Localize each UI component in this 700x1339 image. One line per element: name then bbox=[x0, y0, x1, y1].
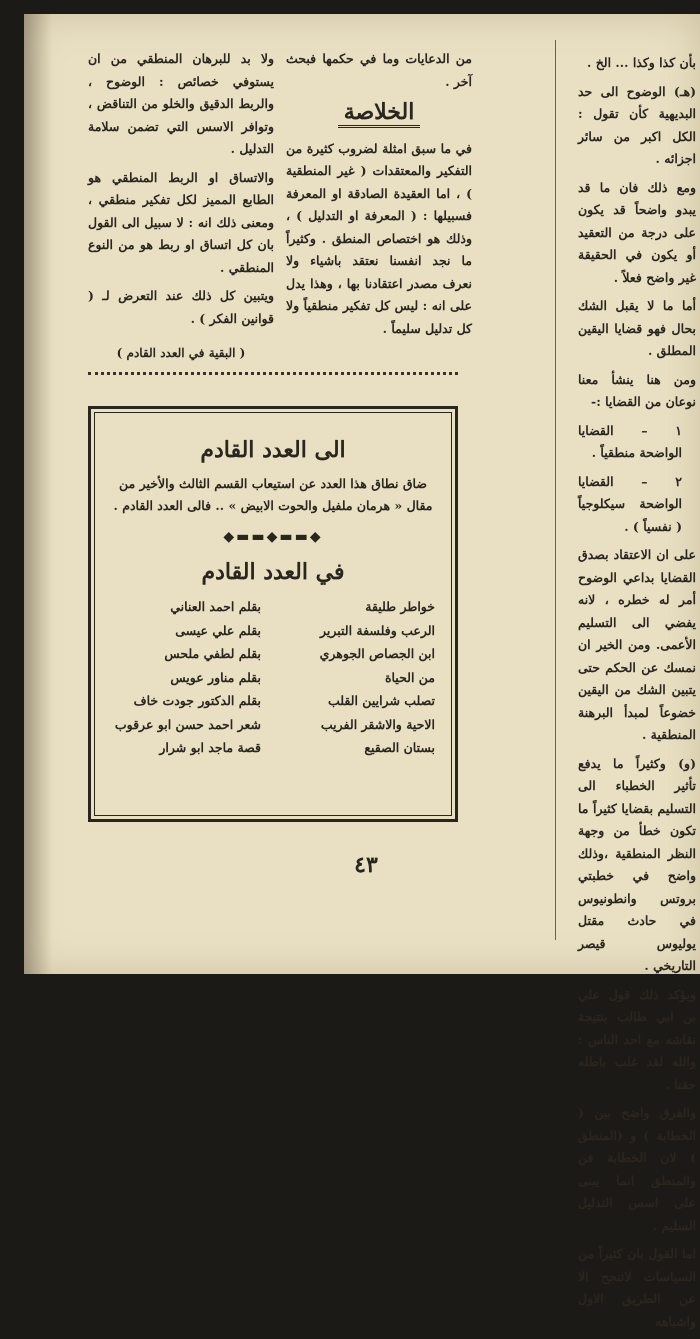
paragraph: اما القول بان كثيراً من السياسات لاتنجح الا عن الطريق الاول واشباهه bbox=[578, 1246, 696, 1329]
article-title: الاحية والاشقر الفريب bbox=[320, 716, 435, 732]
paragraph: والفرق واضح بين ( الخطابة ) و (المنطق ) لان الخطابة فن والمنطق انما يبنى على اسس التدليل السليم . bbox=[578, 1105, 696, 1233]
article-author: بقلم علي عيسى bbox=[175, 622, 261, 638]
list-item bbox=[111, 619, 435, 643]
article-author: بقلم الدكتور جودت خاف bbox=[133, 693, 261, 708]
list-item: ١ – القضايا الواضحة منطقياً . bbox=[578, 422, 682, 460]
article-title: تصلب شرايين القلب bbox=[327, 693, 435, 708]
list-item bbox=[111, 713, 435, 737]
article-title: ابن الجصاص الجوهري bbox=[319, 646, 435, 661]
paragraph: ويتبين كل ذلك عند التعرض لـ ( قوانين الفكر ) . bbox=[88, 288, 274, 326]
paragraph: في ما سبق امثلة لضروب كثيرة من التفكير والمعتقدات ( غير المنطقية ) ، اما العقيدة الصادقة او المعرفة فسبيلها : ( المعرفة او التدليل ) ، وذلك هو اختصاص المنطق . وكثيراً ما نجد انفسنا نعتقد باشياء ولا نعرف مصدر اعتقادنا بها ، وهذا يدل على انه : ليس كل تفكير منطقياً ولا كل تدليل سليماً . bbox=[286, 140, 472, 336]
continuation-note: ( البقية في العدد القادم ) bbox=[116, 346, 246, 360]
paragraph: (و) وكثيراً ما يدفع تأثير الخطباء الى التسليم بقضايا كثيراً ما تكون خطأ من وجهة النظر المنطقية ،وذلك واضح في خطبتي بروتس وانطونيوس في حادث مقتل يوليوس قيصر التاريخي . bbox=[578, 755, 696, 973]
section-heading bbox=[286, 101, 472, 124]
paragraph: بأن كذا وكذا ... الخ . bbox=[587, 55, 696, 70]
left-column bbox=[88, 48, 274, 365]
list-item bbox=[111, 689, 435, 713]
binding-shadow bbox=[24, 14, 52, 974]
paragraph: ولا بد للبرهان المنطقي من ان يستوفي خصائص : الوضوح ، والربط الدقيق والخلو من التناقض ، وتوافر الاسس التي تضمن سلامة التدليل . bbox=[88, 51, 274, 156]
list-item: ٢ – القضايا الواضحة سيكلوجياً ( نفسياً ) . bbox=[578, 473, 682, 534]
article-author: بقلم لطفي ملحس bbox=[164, 646, 261, 661]
next-issue-title: في العدد القادم bbox=[201, 559, 345, 585]
page-number: ٤٣ bbox=[354, 852, 378, 878]
article-title: الرعب وفلسفة التبرير bbox=[319, 622, 435, 638]
list-item bbox=[111, 736, 435, 760]
article-author: شعر احمد حسن ابو عرقوب bbox=[114, 716, 261, 732]
article-author: بقلم احمد العناني bbox=[170, 599, 261, 614]
announcement-box bbox=[88, 406, 458, 822]
article-title: خواطر طليقة bbox=[365, 599, 435, 614]
paragraph: ويؤكد ذلك قول علي بن ابي طالب بنتيجة نقاشه مع احد الناس : والله لقد غلب باطله حقنا . bbox=[578, 986, 696, 1092]
ornament-divider: ◆▬▬◆▬▬◆ bbox=[223, 529, 323, 545]
column-divider bbox=[555, 40, 556, 940]
article-title: بستان الصقيع bbox=[364, 740, 435, 755]
article-title: من الحياة bbox=[384, 669, 435, 685]
paragraph: ومن هنا ينشأ معنا نوعان من القضايا :- bbox=[578, 371, 696, 409]
box-title: الى العدد القادم bbox=[200, 437, 346, 463]
paragraph: من الدعايات وما في حكمها فبحث آخر . bbox=[286, 51, 472, 89]
list-item bbox=[111, 666, 435, 690]
paragraph: (هـ) الوضوح الى حد البديهية كأن تقول : الكل اكبر من سائر اجزائه . bbox=[578, 83, 696, 166]
announcement-inner bbox=[94, 412, 452, 816]
paragraph: والاتساق او الربط المنطقي هو الطابع المميز لكل تفكير منطقي ، ومعنى ذلك انه : لا سبيل الى القول بان كل اتساق او ربط هو من النوع المنطقي . bbox=[88, 169, 274, 275]
article-author: قصة ماجد ابو شرار bbox=[159, 740, 261, 755]
article-author: بقلم مناور عويس bbox=[170, 669, 261, 685]
heading-text: الخلاصة bbox=[338, 99, 421, 128]
box-note: ضاق نطاق هذا العدد عن استيعاب القسم الثالث والأخير من مقال « هرمان ملفيل والحوت الابيض » .. فالى العدد القادم . bbox=[113, 476, 433, 513]
paragraph: أما ما لا يقبل الشك بحال فهو قضايا اليقين المطلق . bbox=[578, 298, 696, 358]
right-column bbox=[578, 52, 696, 1339]
paragraph: على ان الاعتقاد بصدق القضايا بداعي الوضوح أمر له خطره ، لانه يفضي الى التسليم الأعمى. ومن الخير ان نمسك عن الحكم حتى يتبين الشك من اليقين خضوعاً لمبدأ البرهنة المنطقية . bbox=[578, 547, 696, 742]
list-item bbox=[111, 595, 435, 619]
middle-column bbox=[286, 48, 472, 346]
list-item bbox=[111, 642, 435, 666]
next-issue-list bbox=[111, 595, 435, 760]
paragraph: ومع ذلك فان ما قد يبدو واضحاً قد يكون على درجة من التعقيد أو يكون في الحقيقة غير واضح فعلاً . bbox=[578, 179, 696, 285]
dotted-divider bbox=[88, 372, 458, 379]
